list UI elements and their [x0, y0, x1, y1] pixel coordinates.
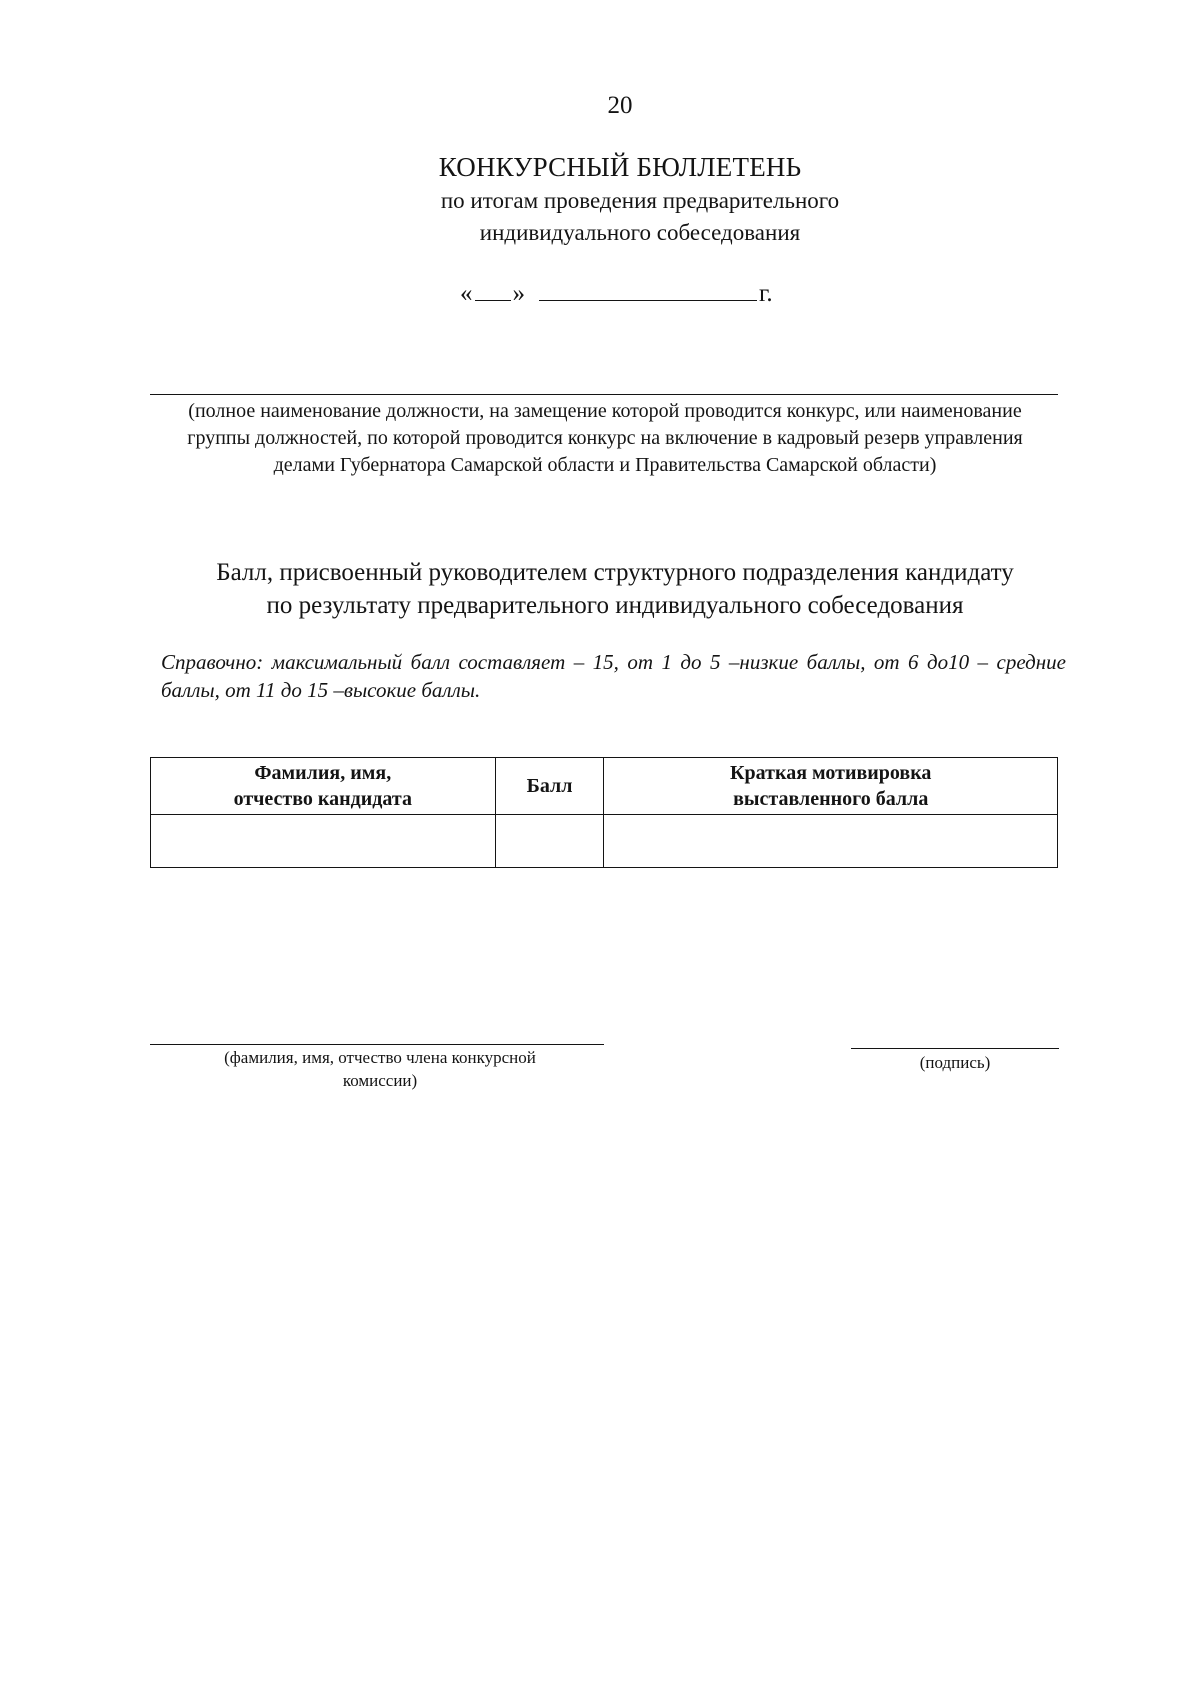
table-row	[151, 815, 1058, 868]
motivation-cell[interactable]	[604, 815, 1058, 868]
position-caption: (полное наименование должности, на замещение которой проводится конкурс, или наименование группы должностей, по которой проводится конкурс на включение в кадровый резерв управления делами Губернатора Самарской области и Правительства Самарской области)	[187, 400, 1023, 476]
score-heading-line1: Балл, присвоенный руководителем структурного подразделения кандидату	[216, 559, 1014, 586]
motivation-header-line2: выставленного балла	[733, 788, 929, 810]
document-title: КОНКУРСНЫЙ БЮЛЛЕТЕНЬ	[438, 152, 802, 182]
motivation-column-header	[604, 758, 1058, 815]
score-table	[150, 757, 1058, 868]
motivation-header-line1: Краткая мотивировка	[730, 762, 932, 784]
candidate-header-line1: Фамилия, имя,	[254, 762, 392, 784]
member-name-caption	[180, 1046, 580, 1092]
date-open-quote: «	[460, 280, 473, 307]
score-cell[interactable]	[495, 815, 604, 868]
reference-note: Справочно: максимальный балл составляет – 15, от 1 до 5 –низкие баллы, от 6 до10 – средние баллы, от 11 до 15 –высокие баллы.	[161, 650, 1066, 702]
document-subtitle-line1: по итогам проведения предварительного	[440, 188, 840, 213]
candidate-header-line2: отчество кандидата	[233, 788, 412, 810]
score-heading	[160, 556, 1070, 622]
member-caption-line1: (фамилия, имя, отчество члена конкурсной	[224, 1048, 536, 1067]
candidate-column-header	[151, 758, 496, 815]
day-blank[interactable]	[475, 280, 511, 301]
date-close-quote: »	[512, 280, 525, 307]
score-column-header: Балл	[495, 758, 604, 815]
signature-blank[interactable]	[851, 1048, 1059, 1049]
member-name-blank[interactable]	[150, 1044, 604, 1045]
candidate-cell[interactable]	[151, 815, 496, 868]
page-number: 20	[607, 92, 633, 119]
member-caption-line2: комиссии)	[342, 1071, 418, 1090]
year-suffix: г.	[759, 280, 773, 307]
score-heading-line2: по результату предварительного индивидуального собеседования	[266, 592, 964, 619]
date-field	[460, 280, 773, 308]
signature-caption: (подпись)	[919, 1053, 991, 1072]
month-year-blank[interactable]	[539, 280, 757, 301]
document-subtitle-line2: индивидуального собеседования	[479, 220, 801, 245]
table-header-row	[151, 758, 1058, 815]
position-name-blank[interactable]	[150, 394, 1058, 395]
